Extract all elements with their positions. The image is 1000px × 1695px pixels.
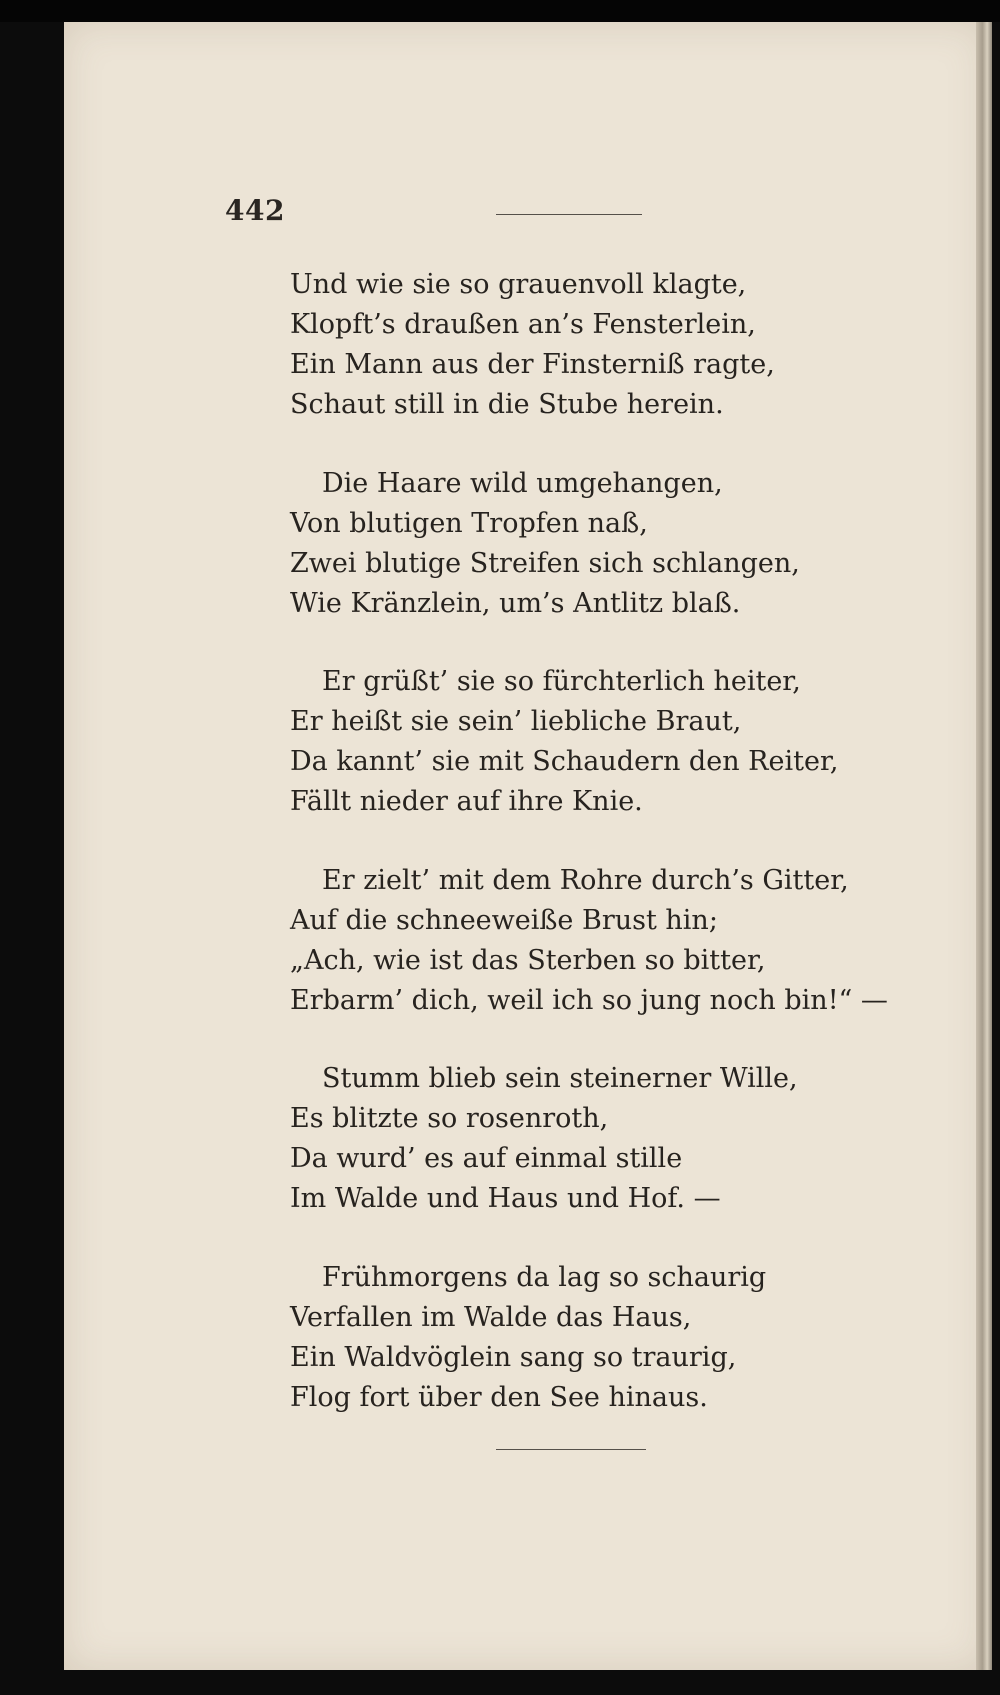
verse-line: Er grüßt’ sie so fürchterlich heiter,: [322, 666, 801, 697]
verse-line: Schaut still in die Stube herein.: [290, 389, 724, 420]
verse-line: Verfallen im Walde das Haus,: [290, 1301, 692, 1333]
verse-line: Da kannt’ sie mit Schaudern den Reiter,: [290, 746, 839, 777]
stanza: [290, 464, 910, 624]
verse-line: Zwei blutige Streifen sich schlangen,: [290, 547, 800, 579]
stanza: [290, 662, 910, 822]
verse-line: Flog fort über den See hinaus.: [290, 1381, 708, 1413]
verse-line: Von blutigen Tropfen naß,: [290, 507, 648, 539]
footer-rule: [496, 1449, 646, 1450]
verse-line: Fällt nieder auf ihre Knie.: [290, 786, 643, 817]
header-rule: [496, 214, 642, 215]
verse-line: Klopft’s draußen an’s Fensterlein,: [290, 309, 756, 340]
scan-top-edge: [0, 0, 1000, 22]
stanza: [290, 1059, 910, 1219]
verse-line: Im Walde und Haus und Hof. —: [290, 1183, 721, 1214]
verse-line: Er zielt’ mit dem Rohre durch’s Gitter,: [322, 864, 849, 896]
verse-line: Stumm blieb sein steinerner Wille,: [322, 1063, 798, 1094]
verse-line: Auf die schneeweiße Brust hin;: [290, 904, 718, 936]
page-edge: [976, 22, 992, 1670]
stanza: [290, 1258, 910, 1418]
verse-line: Ein Waldvöglein sang so traurig,: [290, 1341, 737, 1373]
verse-line: Wie Kränzlein, um’s Antlitz blaß.: [290, 587, 741, 619]
page-number: 442: [225, 194, 285, 227]
verse-line: Frühmorgens da lag so schaurig: [322, 1261, 767, 1293]
verse-line: Ein Mann aus der Finsterniß ragte,: [290, 349, 775, 380]
verse-line: Erbarm’ dich, weil ich so jung noch bin!“ —: [290, 984, 888, 1016]
poem: [290, 265, 910, 1456]
verse-line: Die Haare wild umgehangen,: [322, 467, 723, 499]
stanza: [290, 265, 910, 425]
verse-line: Er heißt sie sein’ liebliche Braut,: [290, 706, 742, 737]
verse-line: Da wurd’ es auf einmal stille: [290, 1143, 683, 1174]
stanza: [290, 861, 910, 1021]
verse-line: Und wie sie so grauenvoll klagte,: [290, 269, 747, 300]
verse-line: „Ach, wie ist das Sterben so bitter,: [290, 944, 766, 976]
verse-line: Es blitzte so rosenroth,: [290, 1103, 609, 1134]
